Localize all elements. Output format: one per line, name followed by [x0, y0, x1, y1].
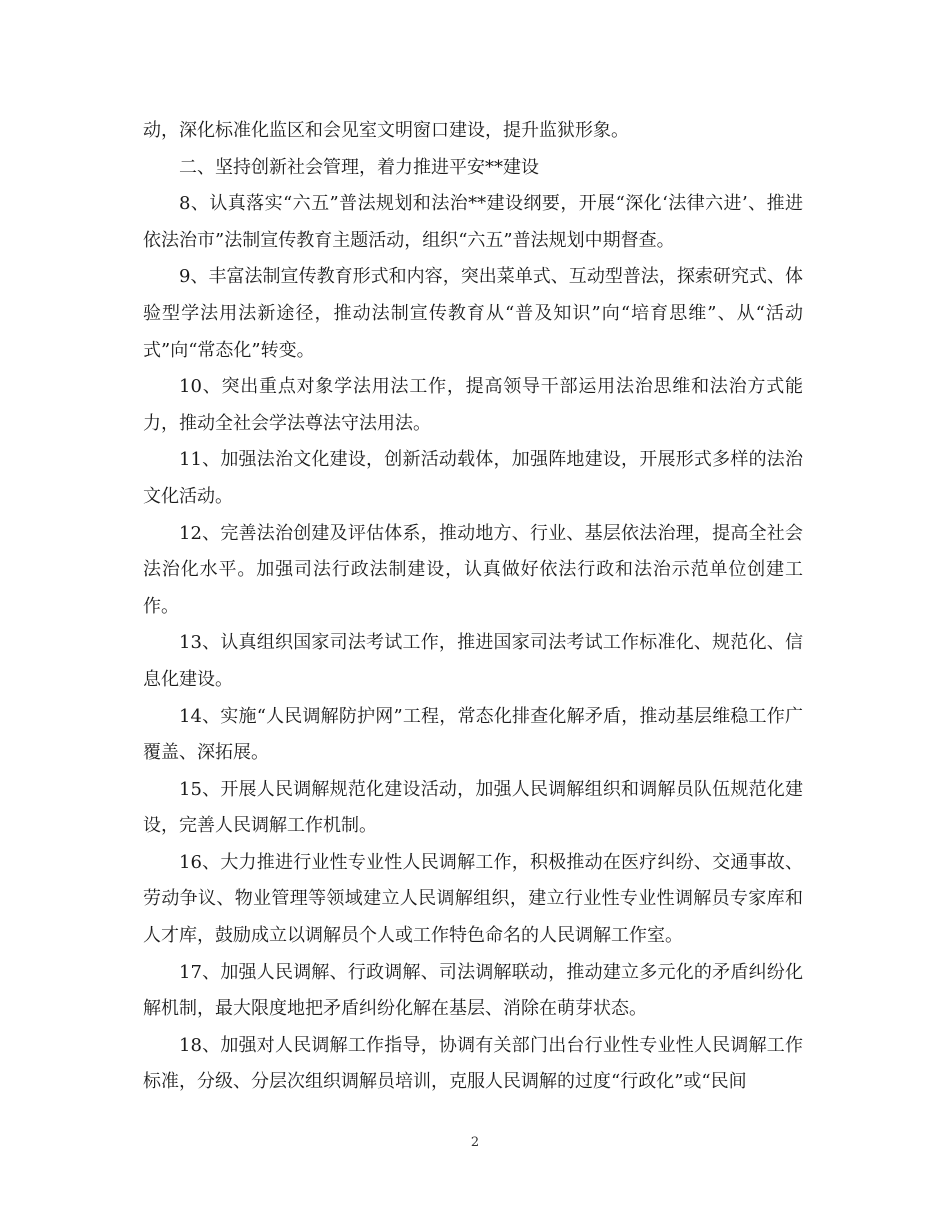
section-heading: 二、坚持创新社会管理，着力推进平安**建设	[179, 156, 539, 178]
paragraph: 动，深化标准化监区和会见室文明窗口建设，提升监狱形象。	[143, 120, 629, 141]
paragraph: 8、认真落实“六五”普法规划和法治**建设纲要，开展“深化‘法律六进’、推进依法治市”法制宣传教育主题活动，组织“六五”普法规划中期督查。	[143, 193, 803, 251]
paragraph: 10、突出重点对象学法用法工作，提高领导干部运用法治思维和法治方式能力，推动全社会学法尊法守法用法。	[143, 376, 803, 434]
page-number: 2	[470, 1135, 480, 1150]
paragraph: 15、开展人民调解规范化建设活动，加强人民调解组织和调解员队伍规范化建设，完善人民调解工作机制。	[143, 778, 803, 837]
document-body	[143, 113, 803, 1101]
paragraph: 9、丰富法制宣传教育形式和内容，突出菜单式、互动型普法，探索研究式、体验型学法用法新途径，推动法制宣传教育从“普及知识”向“培育思维”、从“活动式”向“常态化”转变。	[143, 266, 803, 361]
paragraph: 11、加强法治文化建设，创新活动载体，加强阵地建设，开展形式多样的法治文化活动。	[143, 449, 803, 507]
paragraph: 16、大力推进行业性专业性人民调解工作，积极推动在医疗纠纷、交通事故、劳动争议、物业管理等领域建立人民调解组织，建立行业性专业性调解员专家库和人才库，鼓励成立以调解员个人或工作特色命名的人民调解工作室。	[143, 851, 803, 947]
paragraph: 12、完善法治创建及评估体系，推动地方、行业、基层依法治理，提高全社会法治化水平。加强司法行政法制建设，认真做好依法行政和法治示范单位创建工作。	[143, 522, 803, 617]
paragraph: 18、加强对人民调解工作指导，协调有关部门出台行业性专业性人民调解工作标准，分级、分层次组织调解员培训，克服人民调解的过度“行政化”或“民间	[143, 1034, 803, 1093]
paragraph: 17、加强人民调解、行政调解、司法调解联动，推动建立多元化的矛盾纠纷化解机制，最大限度地把矛盾纠纷化解在基层、消除在萌芽状态。	[143, 961, 803, 1020]
paragraph: 14、实施“人民调解防护网”工程，常态化排查化解矛盾，推动基层维稳工作广覆盖、深拓展。	[143, 705, 803, 764]
paragraph: 13、认真组织国家司法考试工作，推进国家司法考试工作标准化、规范化、信息化建设。	[143, 632, 803, 690]
